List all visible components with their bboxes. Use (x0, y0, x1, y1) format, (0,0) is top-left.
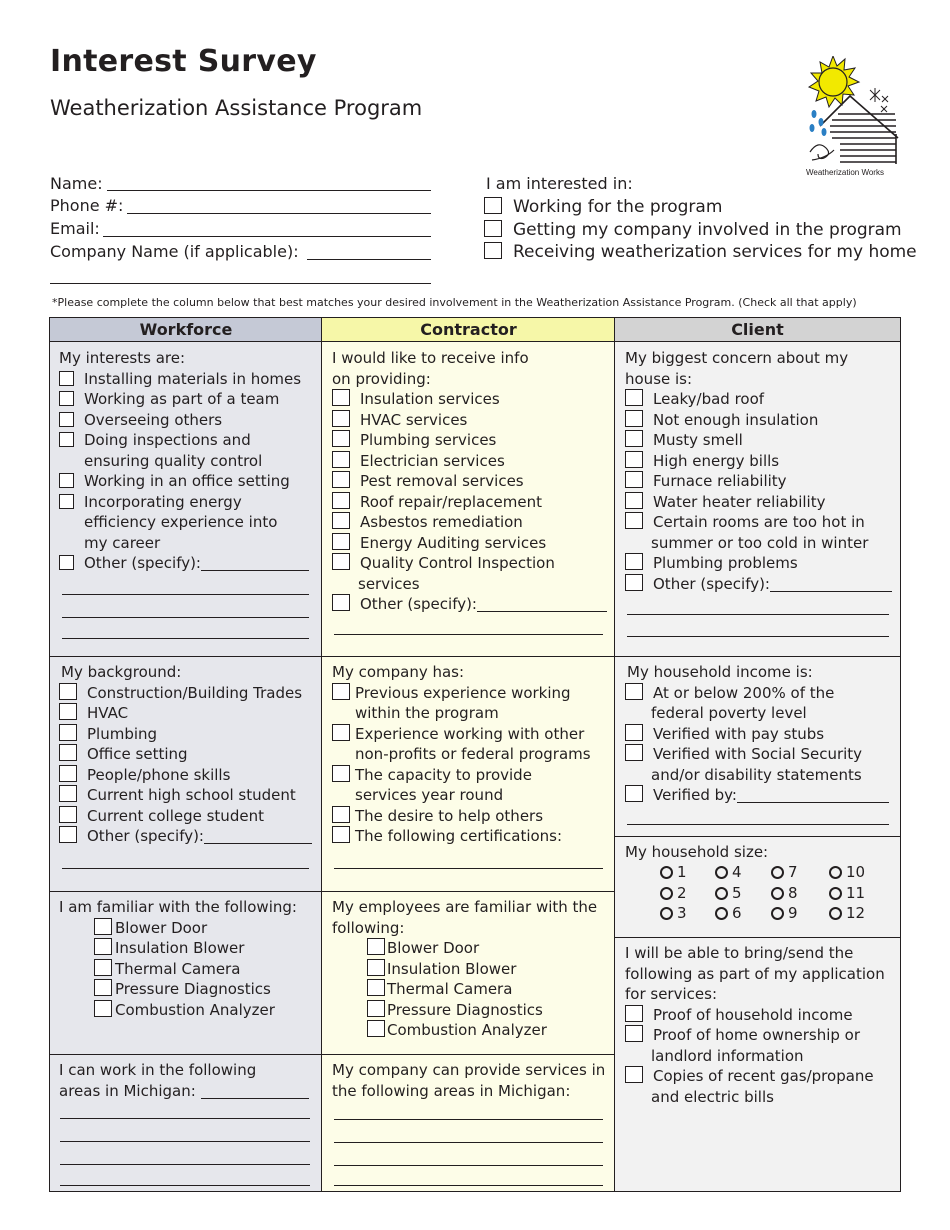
checkbox[interactable] (332, 724, 350, 741)
instructions-note: *Please complete the column below that best matches your desired involvement in the Weatherization Assistance Program. (Check all that apply) (52, 296, 857, 309)
checkbox[interactable] (332, 806, 350, 823)
logo-caption: Weatherization Works (806, 168, 884, 177)
section-heading: I am familiar with the following: (59, 898, 297, 916)
checkbox[interactable] (94, 979, 112, 996)
checkbox-option[interactable]: Verified by: (625, 785, 895, 806)
checkbox[interactable] (332, 471, 350, 488)
checkbox-option[interactable]: Thermal Camera (59, 959, 314, 980)
write-in-line[interactable] (627, 636, 889, 637)
checkbox-option[interactable]: Electrician services (332, 451, 612, 472)
checkbox[interactable] (59, 765, 77, 782)
radio-option[interactable]: 6 (715, 904, 742, 922)
checkbox[interactable] (59, 412, 74, 427)
write-in-line[interactable] (62, 594, 309, 595)
radio-button[interactable] (660, 887, 673, 900)
specify-field[interactable] (770, 577, 892, 592)
interest-option-working[interactable]: Working for the program (484, 197, 722, 217)
checkbox[interactable] (59, 683, 77, 700)
name-label: Name: (50, 174, 103, 193)
section-heading: My company has: (332, 663, 465, 681)
checkbox[interactable] (59, 806, 77, 823)
radio-button[interactable] (829, 887, 842, 900)
checkbox-option[interactable]: Working in an office setting (59, 471, 314, 492)
checkbox[interactable] (94, 918, 112, 935)
checkbox[interactable] (367, 1020, 385, 1037)
write-in-line[interactable] (334, 1165, 603, 1166)
checkbox-option[interactable]: Other (specify): (332, 594, 612, 615)
write-in-line[interactable] (334, 1185, 603, 1186)
checkbox[interactable] (332, 512, 350, 529)
checkbox[interactable] (59, 555, 74, 570)
checkbox-option[interactable]: Verified with pay stubs (625, 724, 895, 745)
radio-option[interactable]: 4 (715, 863, 742, 881)
checkbox[interactable] (59, 494, 74, 509)
checkbox[interactable] (59, 826, 77, 843)
checkbox-option[interactable]: Pest removal services (332, 471, 612, 492)
contractor-company-section: My company has: Previous experience working within the program Experience working with other non-profits or federal programs The capacity to provide services year round The desire to help others The following certifications: (332, 662, 612, 847)
radio-option[interactable]: 8 (771, 884, 798, 902)
phone-field[interactable] (127, 213, 431, 214)
checkbox-option[interactable]: The following certifications: (332, 826, 612, 847)
workforce-areas-section: I can work in the following areas in Michigan: (59, 1060, 314, 1101)
checkbox-option[interactable]: Pressure Diagnostics (59, 979, 314, 1000)
checkbox[interactable] (367, 1000, 385, 1017)
checkbox[interactable] (94, 1000, 112, 1017)
radio-button[interactable] (715, 887, 728, 900)
checkbox[interactable] (59, 371, 74, 386)
checkbox-option[interactable]: The desire to help others (332, 806, 612, 827)
checkbox-option[interactable]: Insulation Blower (59, 938, 314, 959)
company-field-line2[interactable] (50, 283, 431, 284)
checkbox-option[interactable]: Copies of recent gas/propane (625, 1066, 895, 1087)
radio-option[interactable]: 10 (829, 863, 865, 881)
checkbox[interactable] (625, 553, 643, 570)
checkbox-option[interactable]: HVAC services (332, 410, 612, 431)
specify-field[interactable] (477, 597, 607, 612)
verified-by-field[interactable] (737, 788, 889, 803)
checkbox-option[interactable]: Plumbing (59, 724, 314, 745)
checkbox-option[interactable]: Pressure Diagnostics (332, 1000, 612, 1021)
checkbox-option[interactable]: Working as part of a team (59, 389, 314, 410)
checkbox[interactable] (625, 410, 643, 427)
checkbox-option[interactable]: Energy Auditing services (332, 533, 612, 554)
radio-option[interactable]: 2 (660, 884, 687, 902)
checkbox-option[interactable]: Roof repair/replacement (332, 492, 612, 513)
workforce-interests-section: My interests are: Installing materials in homes Working as part of a team Overseeing others Doing inspections and ensuring quality control Working in an office setting Incorporating energy efficiency experience into my career Other (specify): (59, 348, 314, 574)
checkbox[interactable] (332, 826, 350, 843)
write-in-line[interactable] (60, 1185, 310, 1186)
contractor-header: Contractor (322, 318, 615, 342)
contractor-areas-section: My company can provide services in the following areas in Michigan: (332, 1061, 606, 1100)
email-label: Email: (50, 219, 100, 238)
page-subtitle: Weatherization Assistance Program (50, 96, 423, 120)
checkbox[interactable] (367, 938, 385, 955)
radio-option[interactable]: 7 (771, 863, 798, 881)
checkbox[interactable] (332, 410, 350, 427)
checkbox[interactable] (625, 1005, 643, 1022)
checkbox[interactable] (484, 197, 502, 214)
checkbox[interactable] (625, 512, 643, 529)
specify-field[interactable] (201, 556, 309, 571)
areas-field[interactable] (201, 1084, 309, 1099)
checkbox-option[interactable]: Not enough insulation (625, 410, 895, 431)
checkbox[interactable] (59, 744, 77, 761)
checkbox-option[interactable]: Proof of home ownership or (625, 1025, 895, 1046)
checkbox[interactable] (625, 1066, 643, 1083)
radio-option[interactable]: 9 (771, 904, 798, 922)
checkbox[interactable] (332, 430, 350, 447)
checkbox[interactable] (625, 574, 643, 591)
radio-button[interactable] (771, 907, 784, 920)
checkbox-option[interactable]: At or below 200% of the (625, 683, 895, 704)
company-field[interactable] (307, 259, 431, 260)
checkbox-option[interactable]: Combustion Analyzer (332, 1020, 612, 1041)
write-in-line[interactable] (334, 1142, 603, 1143)
checkbox-option[interactable]: Verified with Social Security (625, 744, 895, 765)
checkbox-option[interactable]: Water heater reliability (625, 492, 895, 513)
client-header: Client (615, 318, 900, 342)
write-in-line[interactable] (60, 1141, 310, 1142)
radio-button[interactable] (660, 907, 673, 920)
write-in-line[interactable] (334, 634, 603, 635)
checkbox-option[interactable]: Doing inspections and (59, 430, 314, 451)
checkbox-option[interactable]: Previous experience working (332, 683, 612, 704)
section-heading: I would like to receive info (332, 349, 529, 367)
checkbox[interactable] (59, 785, 77, 802)
checkbox[interactable] (625, 451, 643, 468)
checkbox[interactable] (332, 451, 350, 468)
checkbox-option[interactable]: Insulation services (332, 389, 612, 410)
workforce-background-section (59, 662, 314, 847)
section-heading: My employees are familiar with the (332, 898, 598, 916)
checkbox-option[interactable]: HVAC (59, 703, 314, 724)
checkbox-option[interactable]: Experience working with other (332, 724, 612, 745)
checkbox-option[interactable]: Blower Door (59, 918, 314, 939)
snowflake-icon (870, 88, 888, 112)
client-size-section (625, 842, 895, 863)
write-in-line[interactable] (60, 1164, 310, 1165)
name-field[interactable] (107, 190, 431, 191)
checkbox-option[interactable]: Construction/Building Trades (59, 683, 314, 704)
checkbox-option[interactable]: Blower Door (332, 938, 612, 959)
checkbox[interactable] (332, 389, 350, 406)
checkbox-option[interactable]: Plumbing problems (625, 553, 895, 574)
checkbox[interactable] (59, 473, 74, 488)
checkbox[interactable] (625, 683, 643, 700)
radio-button[interactable] (771, 866, 784, 879)
radio-option[interactable]: 12 (829, 904, 865, 922)
checkbox[interactable] (94, 959, 112, 976)
checkbox-option[interactable]: The capacity to provide (332, 765, 612, 786)
checkbox-option[interactable]: Office setting (59, 744, 314, 765)
checkbox-option[interactable]: Asbestos remediation (332, 512, 612, 533)
section-heading: My household income is: (627, 663, 813, 681)
radio-option[interactable]: 3 (660, 904, 687, 922)
checkbox-option[interactable]: Current college student (59, 806, 314, 827)
write-in-line[interactable] (62, 638, 309, 639)
section-heading: My biggest concern about my (625, 349, 849, 367)
checkbox-option[interactable]: Other (specify): (625, 574, 895, 595)
write-in-line[interactable] (62, 617, 309, 618)
write-in-line[interactable] (60, 1118, 310, 1119)
write-in-line[interactable] (334, 1119, 603, 1120)
checkbox-option[interactable]: High energy bills (625, 451, 895, 472)
write-in-line[interactable] (627, 614, 889, 615)
checkbox[interactable] (625, 471, 643, 488)
checkbox-option[interactable]: Installing materials in homes (59, 369, 314, 390)
wind-icon (810, 145, 834, 160)
checkbox[interactable] (484, 242, 502, 259)
contractor-info-section: I would like to receive info on providing: Insulation services HVAC services Plumbing services Electrician services Pest removal services Roof repair/replacement Asbestos remediation Energy Auditing services Quality Control Inspection services Other (specify): (332, 348, 612, 615)
section-heading: My interests are: (59, 349, 186, 367)
logo-graphic (800, 56, 910, 168)
checkbox-option[interactable]: Plumbing services (332, 430, 612, 451)
checkbox[interactable] (59, 724, 77, 741)
interest-option-services[interactable]: Receiving weatherization services for my home (484, 242, 917, 262)
checkbox[interactable] (332, 683, 350, 700)
checkbox[interactable] (332, 553, 350, 570)
checkbox[interactable] (332, 765, 350, 782)
company-label: Company Name (if applicable): (50, 242, 299, 261)
section-heading: I will be able to bring/send the (625, 944, 854, 962)
checkbox-option[interactable]: People/phone skills (59, 765, 314, 786)
household-size-options (660, 863, 900, 929)
checkbox-option[interactable]: Incorporating energy (59, 492, 314, 513)
workforce-header: Workforce (50, 318, 322, 342)
client-income-section: My household income is: At or below 200% of the federal poverty level Verified with pay stubs Verified with Social Security and/or disability statements Verified by: (625, 662, 895, 806)
checkbox[interactable] (625, 1025, 643, 1042)
checkbox[interactable] (625, 744, 643, 761)
checkbox[interactable] (59, 391, 74, 406)
page-title: Interest Survey (50, 44, 317, 79)
checkbox-option[interactable]: Other (specify): (59, 553, 314, 574)
write-in-line[interactable] (627, 824, 889, 825)
interest-heading: I am interested in: (486, 174, 633, 193)
radio-button[interactable] (660, 866, 673, 879)
checkbox-option[interactable]: Other (specify): (59, 826, 314, 847)
checkbox-option[interactable]: Combustion Analyzer (59, 1000, 314, 1021)
write-in-line[interactable] (334, 868, 603, 869)
workforce-familiar-section (59, 897, 314, 1020)
radio-button[interactable] (829, 907, 842, 920)
survey-table (49, 317, 901, 1192)
radio-button[interactable] (771, 887, 784, 900)
section-heading: My background: (61, 663, 182, 681)
checkbox-option[interactable]: Certain rooms are too hot in (625, 512, 895, 533)
checkbox[interactable] (332, 492, 350, 509)
checkbox-option[interactable]: Thermal Camera (332, 979, 612, 1000)
radio-button[interactable] (715, 907, 728, 920)
section-heading: My household size: (625, 843, 769, 861)
checkbox[interactable] (332, 594, 350, 611)
checkbox-option[interactable]: Leaky/bad roof (625, 389, 895, 410)
checkbox[interactable] (625, 724, 643, 741)
radio-option[interactable]: 1 (660, 863, 687, 881)
checkbox-option[interactable]: Insulation Blower (332, 959, 612, 980)
contractor-employees-section: My employees are familiar with the following: Blower Door Insulation Blower Thermal Camera Pressure Diagnostics Combustion Analyzer (332, 897, 612, 1041)
checkbox-option[interactable]: Proof of household income (625, 1005, 895, 1026)
checkbox[interactable] (367, 959, 385, 976)
specify-field[interactable] (204, 829, 312, 844)
radio-option[interactable]: 5 (715, 884, 742, 902)
checkbox-option[interactable]: Overseeing others (59, 410, 314, 431)
client-documents-section: I will be able to bring/send the following as part of my application for services: Proof of household income Proof of home ownership or landlord information Copies of recent gas/propane and electric bills (625, 943, 895, 1107)
checkbox[interactable] (484, 220, 502, 237)
checkbox[interactable] (625, 389, 643, 406)
interest-option-company[interactable]: Getting my company involved in the program (484, 220, 902, 240)
email-field[interactable] (103, 236, 431, 237)
checkbox[interactable] (332, 533, 350, 550)
checkbox[interactable] (59, 703, 77, 720)
sun-icon (809, 56, 859, 107)
client-concern-section: My biggest concern about my house is: Leaky/bad roof Not enough insulation Musty smell High energy bills Furnace reliability Water heater reliability Certain rooms are too hot in summer or too cold in winter Plumbing problems Other (specify): (625, 348, 895, 594)
checkbox-option[interactable]: Furnace reliability (625, 471, 895, 492)
checkbox[interactable] (625, 492, 643, 509)
radio-option[interactable]: 11 (829, 884, 865, 902)
checkbox-option[interactable]: Quality Control Inspection (332, 553, 612, 574)
phone-label: Phone #: (50, 196, 124, 215)
weatherization-works-logo (800, 56, 910, 181)
write-in-line[interactable] (62, 868, 309, 869)
checkbox[interactable] (59, 432, 74, 447)
checkbox[interactable] (625, 785, 643, 802)
checkbox[interactable] (625, 430, 643, 447)
radio-button[interactable] (715, 866, 728, 879)
checkbox-option[interactable]: Musty smell (625, 430, 895, 451)
checkbox-option[interactable]: Current high school student (59, 785, 314, 806)
radio-button[interactable] (829, 866, 842, 879)
checkbox[interactable] (367, 979, 385, 996)
checkbox[interactable] (94, 938, 112, 955)
